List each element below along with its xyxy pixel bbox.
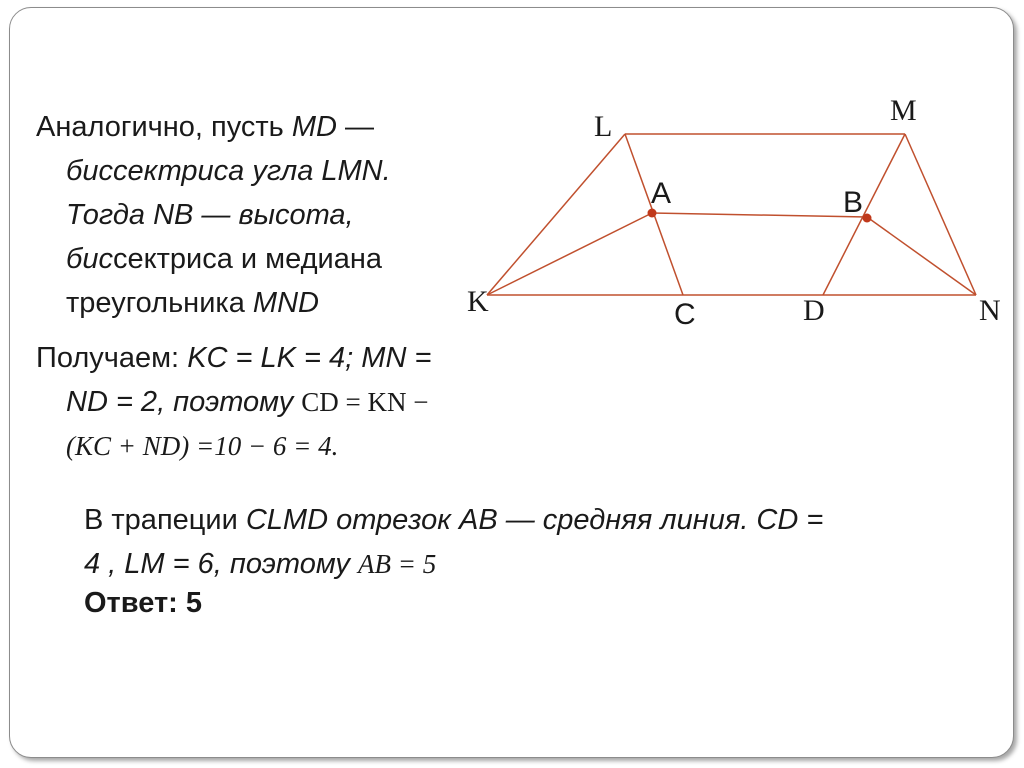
p2-l1-a: Получаем: — [36, 342, 188, 374]
p2-l2-b: CD = KN − — [301, 387, 429, 417]
p3-l1-b: CLMD отрезок AB — средняя линия. CD = — [245, 504, 824, 536]
label-l: L — [594, 110, 613, 143]
p1-line-3: Тогда NB — высота, — [66, 199, 354, 231]
p1-l1-text: Аналогично, пусть — [36, 111, 292, 143]
p1-l4-a: бис — [66, 243, 113, 275]
label-d: D — [803, 294, 825, 327]
p3-l1-a: В трапеции — [84, 504, 246, 536]
p2-line-3: (KC + ND) =10 − 6 = 4. — [66, 431, 339, 461]
p3-l2-b: AB = 5 — [357, 549, 437, 579]
p3-l2-a: 4 , LM = 6, поэтому — [84, 548, 358, 580]
p1-l5-a: треугольника — [66, 287, 253, 319]
segment-nb — [867, 217, 976, 295]
answer-text: Ответ: 5 — [84, 587, 202, 619]
label-a: A — [651, 177, 672, 210]
segment-md — [823, 134, 905, 295]
segment-lk — [487, 134, 625, 295]
p1-l1-dash: — — [336, 111, 375, 143]
point-b — [863, 214, 872, 223]
p2-l1-b: KC = LK = 4; MN = — [187, 342, 432, 374]
p1-l1-md: MD — [291, 111, 337, 143]
p1-l5-b: MND — [252, 287, 319, 319]
segment-mn — [905, 134, 976, 295]
segment-ka — [487, 213, 652, 295]
label-c: C — [674, 298, 696, 331]
segment-ab — [652, 213, 867, 217]
p1-line-2: биссектриса угла LMN. — [66, 155, 391, 187]
label-n: N — [979, 294, 1001, 327]
p1-l4-b: сектриса и медиана — [112, 243, 382, 275]
label-m: M — [890, 94, 917, 127]
label-k: K — [467, 285, 489, 318]
p2-l2-a: ND = 2, поэтому — [66, 386, 302, 418]
label-b: B — [843, 186, 864, 219]
